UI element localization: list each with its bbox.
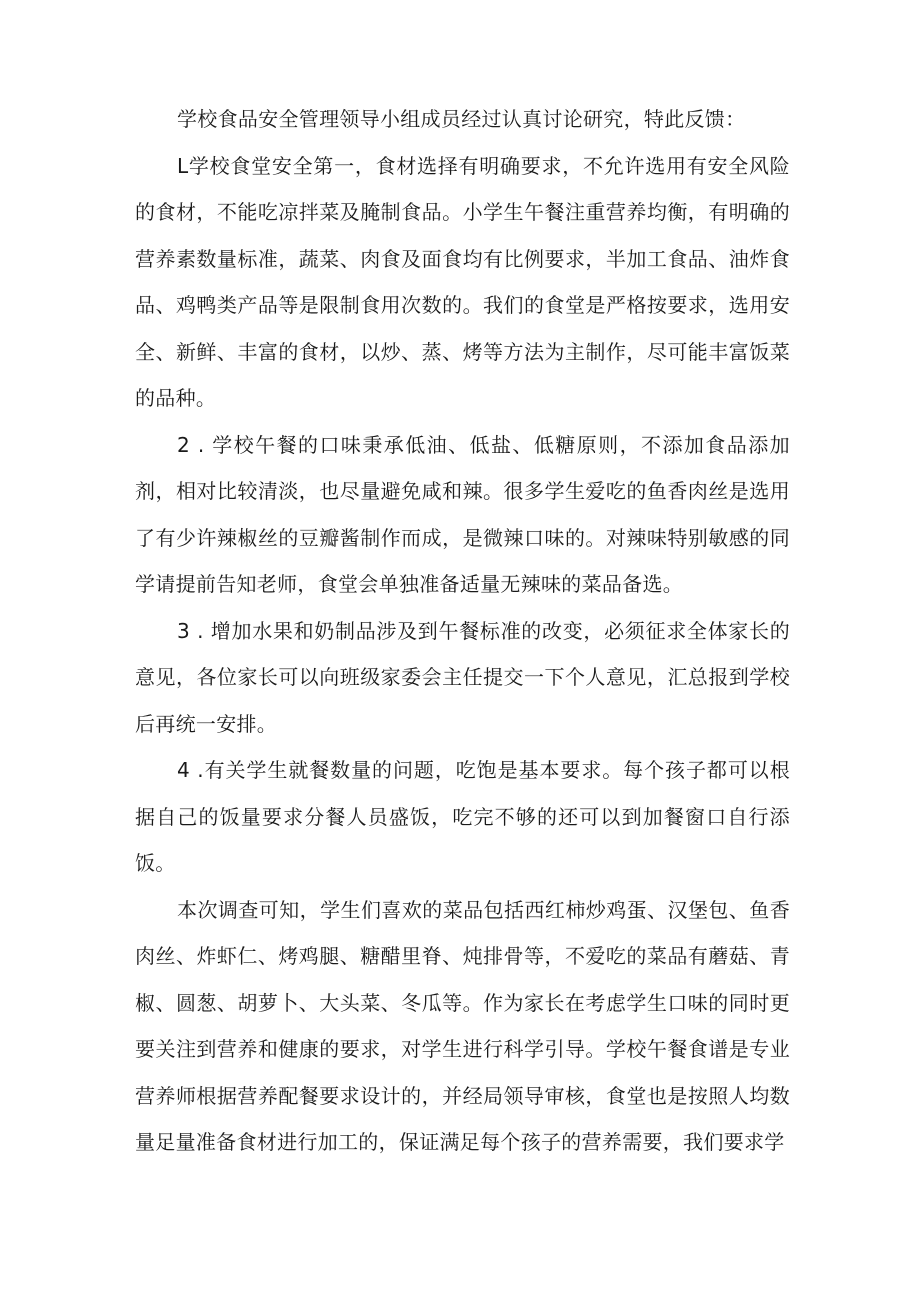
paragraph-item-1: L学校食堂安全第一，食材选择有明确要求，不允许选用有安全风险的食材，不能吃凉拌菜及腌制食品。小学生午餐注重营养均衡，有明确的营养素数量标准，蔬菜、肉食及面食均有比例要求，半加工食品、油炸食品、鸡鸭类产品等是限制食用次数的。我们的食堂是严格按要求，选用安全、新鲜、丰富的食材，以炒、蒸、烤等方法为主制作，尽可能丰富饭菜的品种。 [135,153,790,410]
paragraph-item-4: 4 .有关学生就餐数量的问题，吃饱是基本要求。每个孩子都可以根据自己的饭量要求分餐人员盛饭，吃完不够的还可以到加餐窗口自行添饭。 [135,758,790,875]
paragraph-survey-summary: 本次调查可知，学生们喜欢的菜品包括西红柿炒鸡蛋、汉堡包、鱼香肉丝、炸虾仁、烤鸡腿、糖醋里脊、炖排骨等，不爱吃的菜品有蘑菇、青椒、圆葱、胡萝卜、大头菜、冬瓜等。作为家长在考虑学生口味的同时更要关注到营养和健康的要求，对学生进行科学引导。学校午餐食谱是专业营养师根据营养配餐要求设计的，并经局领导审核，食堂也是按照人均数量足量准备食材进行加工的，保证满足每个孩子的营养需要，我们要求学 [135,897,790,1154]
paragraph-item-3: 3 . 增加水果和奶制品涉及到午餐标准的改变，必须征求全体家长的意见，各位家长可以向班级家委会主任提交一下个人意见，汇总报到学校后再统一安排。 [135,618,790,736]
document-body [135,96,790,1166]
paragraph-intro: 学校食品安全管理领导小组成员经过认真讨论研究，特此反馈： [177,107,746,131]
paragraph-item-2: 2 . 学校午餐的口味秉承低油、低盐、低糖原则，不添加食品添加剂，相对比较清淡，也尽量避免咸和辣。很多学生爱吃的鱼香肉丝是选用了有少许辣椒丝的豆瓣酱制作而成，是微辣口味的。对辣味特别敏感的同学请提前告知老师，食堂会单独准备适量无辣味的菜品备选。 [135,432,790,596]
